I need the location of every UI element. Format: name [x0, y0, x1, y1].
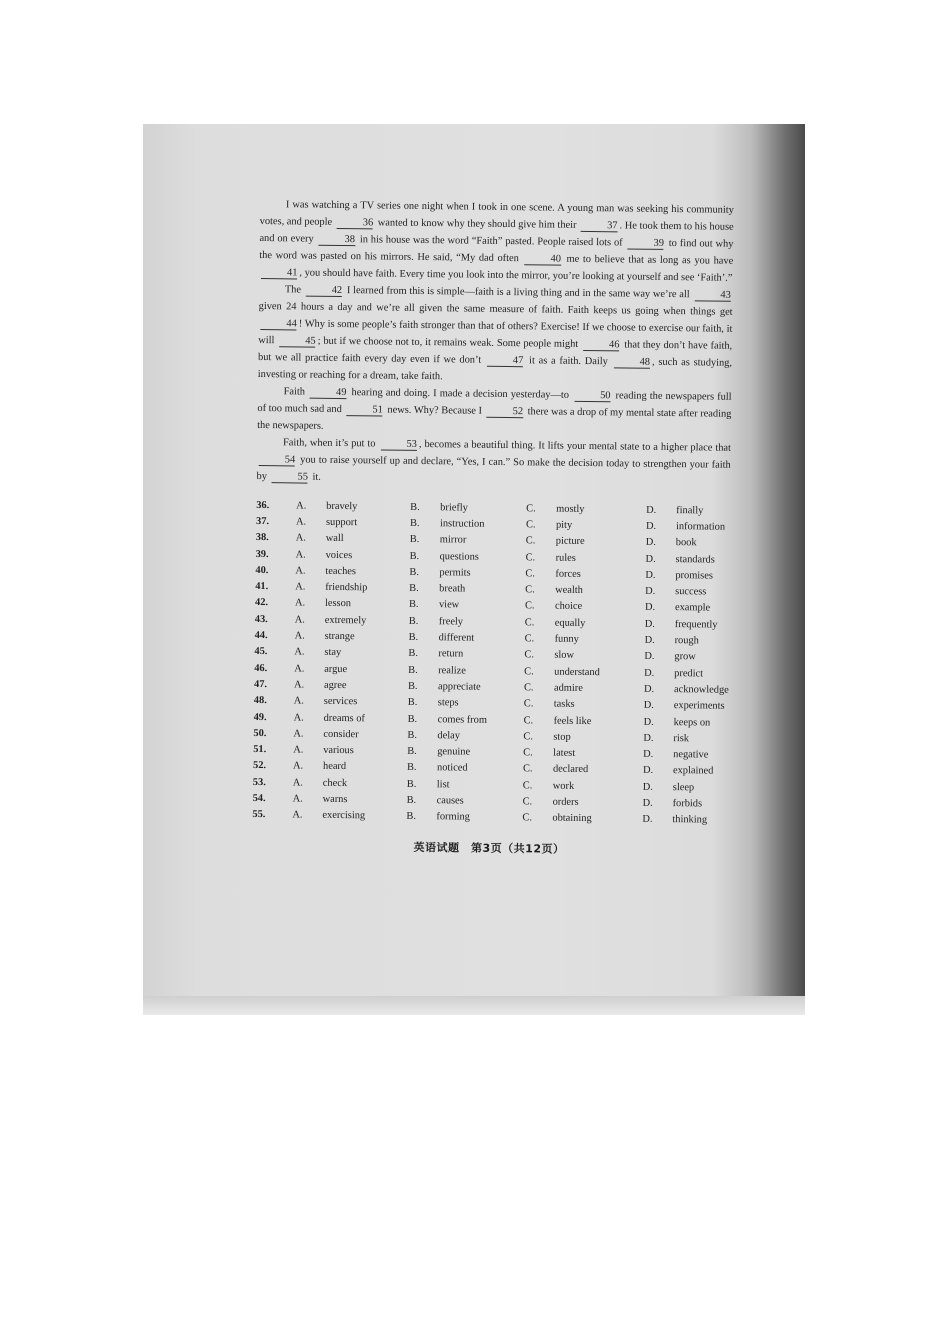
- option-a: support: [325, 516, 358, 529]
- option-letter: A.: [294, 630, 305, 642]
- option-c: understand: [554, 666, 600, 678]
- option-a: check: [322, 777, 348, 789]
- option-a: lesson: [324, 598, 352, 610]
- blank-number: 45: [279, 335, 316, 347]
- option-letter: C.: [523, 731, 534, 743]
- question-number: 50.: [253, 727, 267, 739]
- passage-text: , becomes a beautiful thing. It lifts your mental state to a higher place that: [418, 438, 732, 454]
- passage-text: Faith: [283, 386, 309, 398]
- option-letter: A.: [292, 809, 303, 821]
- option-b: noticed: [436, 762, 468, 774]
- option-a: services: [323, 696, 358, 708]
- option-b: causes: [436, 795, 464, 807]
- option-d: example: [674, 602, 711, 614]
- option-letter: C.: [523, 698, 534, 710]
- option-letter: D.: [645, 536, 656, 549]
- option-c: work: [552, 780, 575, 792]
- option-letter: B.: [409, 517, 420, 529]
- option-b: briefly: [440, 501, 468, 514]
- option-letter: D.: [643, 732, 654, 744]
- option-letter: B.: [407, 680, 418, 692]
- question-number: 55.: [252, 809, 266, 821]
- option-letter: A.: [294, 663, 305, 675]
- blank-number: 48: [614, 356, 651, 368]
- option-letter: A.: [294, 646, 305, 658]
- passage-text: Faith, when it’s put to: [282, 437, 379, 450]
- blank-number: 46: [583, 339, 620, 351]
- option-letter: A.: [292, 777, 304, 789]
- option-letter: A.: [293, 744, 304, 756]
- option-c: declared: [552, 764, 589, 776]
- option-c: picture: [555, 535, 585, 548]
- option-letter: B.: [407, 729, 418, 741]
- option-d: predict: [674, 667, 704, 680]
- option-letter: D.: [644, 618, 655, 630]
- blank-number: 41: [261, 267, 298, 279]
- option-d: promises: [675, 569, 713, 582]
- option-letter: D.: [644, 651, 655, 663]
- option-d: thinking: [672, 814, 708, 826]
- page-footer: 英语试题 第3页（共12页）: [413, 840, 565, 856]
- passage-text: , such as studying, investing or reaching for a dream, take faith.: [257, 356, 733, 383]
- passage-text: I was watching a TV series one night when I took in one scene. A young man was seeking his community votes, and people: [259, 199, 734, 228]
- blank-number: 50: [574, 390, 611, 402]
- option-letter: D.: [643, 683, 655, 695]
- passage-text: that they don’t have faith, but we all practice faith every day even if we don’t: [257, 339, 733, 366]
- option-b: view: [438, 599, 460, 611]
- question-number: 47.: [253, 678, 268, 691]
- option-d: acknowledge: [673, 684, 729, 696]
- option-d: frequently: [674, 618, 718, 631]
- blank-number: 47: [487, 355, 524, 367]
- option-letter: A.: [294, 597, 306, 610]
- passage-text: The: [284, 284, 304, 296]
- option-d: negative: [673, 749, 709, 761]
- option-letter: D.: [645, 569, 656, 581]
- passage-paragraph: [257, 383, 732, 440]
- option-letter: A.: [293, 695, 305, 707]
- cloze-passage: [256, 196, 733, 491]
- passage-text: in his house was the word “Faith” pasted. People raised lots of: [356, 234, 626, 249]
- option-letter: C.: [522, 812, 533, 824]
- question-number: 54.: [252, 792, 266, 805]
- option-a: voices: [325, 549, 353, 561]
- option-letter: B.: [408, 631, 419, 643]
- option-letter: C.: [525, 551, 536, 563]
- option-d: information: [675, 521, 726, 533]
- option-letter: C.: [524, 600, 535, 612]
- option-letter: C.: [522, 796, 533, 808]
- option-d: standards: [675, 553, 715, 566]
- option-letter: D.: [645, 553, 656, 565]
- option-letter: A.: [295, 581, 306, 593]
- passage-text: ! Why is some people’s faith stronger than that of others? Exercise! If we choose to exercise our faith, it will: [258, 318, 733, 347]
- option-letter: D.: [645, 585, 656, 597]
- option-b: appreciate: [437, 681, 481, 693]
- blank-number: 40: [524, 253, 561, 265]
- option-c: equally: [554, 617, 586, 629]
- option-letter: A.: [295, 565, 306, 577]
- blank-number: 39: [627, 237, 664, 249]
- option-letter: C.: [522, 763, 533, 775]
- option-letter: A.: [293, 728, 304, 740]
- question-number: 37.: [255, 515, 270, 528]
- option-a: teaches: [325, 565, 357, 578]
- option-d: risk: [673, 732, 690, 745]
- passage-text: news. Why? Because I: [384, 404, 485, 417]
- option-letter: C.: [524, 665, 534, 678]
- option-letter: B.: [406, 778, 417, 790]
- passage-text: wanted to know why they should give him their: [375, 217, 580, 231]
- passage-text: hearing and doing. I made a decision yesterday—to: [348, 387, 573, 401]
- option-c: funny: [554, 633, 579, 645]
- option-c: slow: [554, 649, 575, 662]
- passage-text: given 24 hours a day and we’re all given the same measure of faith. Faith keeps us going when things get: [258, 300, 733, 318]
- passage-text: to find out why the word was pasted on his mirrors. He said, “My dad often: [259, 237, 734, 265]
- option-b: instruction: [439, 518, 485, 530]
- option-letter: D.: [644, 634, 655, 646]
- option-d: experiments: [673, 700, 725, 712]
- option-a: friendship: [325, 581, 368, 594]
- option-b: breath: [439, 583, 466, 595]
- option-d: sleep: [672, 781, 695, 794]
- option-letter: D.: [642, 814, 653, 826]
- option-letter: D.: [642, 797, 653, 809]
- question-number: 48.: [253, 695, 267, 707]
- option-a: extremely: [324, 614, 367, 627]
- option-d: explained: [672, 765, 714, 777]
- option-c: latest: [553, 747, 576, 760]
- passage-text: . He took them to his house and on every: [259, 220, 734, 245]
- option-b: realize: [438, 664, 466, 677]
- option-letter: B.: [408, 615, 419, 627]
- option-letter: C.: [525, 584, 535, 596]
- option-b: questions: [439, 550, 479, 563]
- option-letter: B.: [408, 648, 419, 660]
- passage-text: , you should have faith. Every time you look into the mirror, you’re looking at yourself and see ‘Faith’.”: [299, 267, 733, 284]
- option-b: freely: [438, 615, 464, 628]
- passage-text: me to believe that as long as you have: [562, 253, 734, 267]
- option-letter: D.: [643, 748, 654, 760]
- option-d: grow: [674, 651, 696, 663]
- option-letter: D.: [642, 765, 654, 777]
- option-b: comes from: [437, 713, 488, 726]
- option-letter: B.: [406, 794, 417, 806]
- option-letter: C.: [523, 747, 533, 759]
- option-b: return: [438, 648, 464, 660]
- page-content: [252, 196, 734, 860]
- option-letter: A.: [295, 516, 307, 528]
- option-a: various: [323, 744, 354, 757]
- option-letter: B.: [409, 534, 420, 546]
- option-letter: B.: [408, 599, 419, 611]
- option-a: bravely: [326, 500, 358, 512]
- blank-number: 54: [259, 454, 296, 466]
- blank-number: 49: [310, 387, 347, 399]
- option-a: warns: [322, 793, 348, 806]
- question-number: 51.: [253, 744, 267, 756]
- option-letter: D.: [643, 699, 654, 712]
- option-a: stay: [324, 647, 342, 659]
- option-letter: A.: [295, 549, 306, 561]
- options-table: [252, 497, 746, 829]
- option-letter: C.: [526, 502, 536, 515]
- passage-text: I learned from this is simple—faith is a living thing and in the same way we’re all: [344, 285, 693, 301]
- blank-number: 52: [487, 406, 524, 418]
- option-c: tasks: [553, 698, 575, 711]
- passage-text: ; but if we choose not to, it remains weak. Some people might: [317, 335, 582, 350]
- option-a: consider: [323, 728, 359, 741]
- option-letter: A.: [292, 793, 303, 805]
- blank-number: 42: [306, 285, 343, 297]
- question-number: 53.: [252, 776, 266, 788]
- option-letter: C.: [525, 535, 536, 547]
- option-letter: B.: [407, 697, 418, 709]
- option-d: keeps on: [673, 716, 711, 729]
- blank-number: 55: [271, 471, 308, 483]
- question-number: 52.: [252, 760, 267, 772]
- passage-paragraph: [256, 434, 731, 491]
- option-letter: A.: [292, 760, 304, 772]
- option-b: steps: [437, 697, 459, 709]
- option-c: wealth: [555, 584, 583, 597]
- option-a: strange: [324, 630, 355, 643]
- option-letter: D.: [642, 781, 653, 793]
- option-b: delay: [437, 730, 461, 742]
- option-c: rules: [555, 552, 576, 564]
- option-b: forming: [436, 811, 470, 823]
- blank-number: 38: [319, 234, 356, 246]
- scanned-page: [143, 124, 805, 1015]
- passage-paragraph: [258, 281, 733, 389]
- blank-number: 36: [337, 217, 374, 229]
- option-a: heard: [322, 761, 347, 773]
- option-letter: B.: [406, 811, 417, 823]
- option-a: dreams of: [323, 712, 365, 724]
- question-number: 38.: [255, 532, 269, 544]
- option-d: success: [675, 586, 707, 598]
- option-d: rough: [674, 635, 699, 647]
- question-number: 44.: [254, 629, 268, 642]
- question-number: 43.: [254, 613, 268, 625]
- option-letter: A.: [293, 679, 305, 691]
- option-d: forbids: [672, 798, 703, 810]
- option-a: agree: [323, 679, 347, 692]
- option-letter: A.: [293, 711, 304, 724]
- option-c: mostly: [556, 503, 585, 515]
- option-c: admire: [553, 682, 583, 694]
- page-bottom-edge: [143, 996, 805, 1015]
- blank-number: 44: [260, 318, 297, 330]
- option-d: book: [675, 537, 697, 549]
- option-b: permits: [439, 567, 471, 579]
- option-b: mirror: [439, 534, 467, 546]
- passage-text: there was a drop of my mental state after reading the newspapers.: [257, 406, 732, 432]
- option-letter: C.: [524, 617, 535, 629]
- option-c: pity: [555, 519, 573, 531]
- option-a: exercising: [322, 810, 366, 822]
- option-c: stop: [553, 731, 571, 743]
- passage-text: reading the newspapers full of too much sad and: [257, 390, 732, 416]
- passage-text: you to raise yourself up and declare, “Yes, I can.” So make the decision today to strengthen your faith by: [256, 454, 731, 483]
- option-letter: D.: [645, 520, 657, 532]
- question-number: 42.: [254, 597, 269, 609]
- option-letter: D.: [644, 602, 656, 614]
- passage-paragraph: [259, 196, 734, 287]
- option-letter: B.: [406, 762, 417, 774]
- question-number: 36.: [256, 499, 270, 511]
- option-letter: B.: [409, 550, 420, 562]
- passage-text: it as a faith. Daily: [525, 355, 612, 368]
- option-c: orders: [552, 796, 579, 808]
- blank-number: 37: [581, 220, 618, 232]
- option-c: feels like: [553, 715, 592, 727]
- option-letter: D.: [643, 716, 654, 728]
- blank-number: 43: [694, 289, 731, 301]
- question-number: 45.: [254, 646, 268, 658]
- blank-number: 51: [346, 404, 383, 416]
- option-letter: B.: [408, 664, 418, 676]
- option-letter: B.: [409, 582, 419, 595]
- option-letter: B.: [409, 566, 420, 578]
- blank-number: 53: [380, 438, 417, 450]
- option-c: choice: [554, 601, 583, 613]
- option-b: genuine: [437, 746, 471, 758]
- option-letter: C.: [524, 633, 535, 645]
- option-letter: C.: [525, 519, 536, 531]
- option-b: list: [436, 778, 450, 791]
- option-letter: B.: [410, 501, 420, 513]
- option-letter: A.: [294, 614, 306, 626]
- question-number: 41.: [255, 581, 269, 593]
- option-c: obtaining: [552, 812, 592, 825]
- question-number: 49.: [253, 711, 267, 723]
- option-letter: A.: [296, 500, 307, 512]
- option-letter: C.: [524, 649, 535, 661]
- option-letter: C.: [522, 779, 533, 792]
- option-b: different: [438, 632, 475, 644]
- option-letter: C.: [523, 714, 534, 726]
- question-number: 46.: [254, 662, 268, 674]
- option-letter: C.: [523, 682, 534, 694]
- option-d: finally: [676, 504, 704, 517]
- passage-text: it.: [309, 471, 322, 483]
- option-letter: C.: [525, 568, 536, 580]
- option-letter: A.: [295, 532, 306, 544]
- question-number: 40.: [255, 564, 269, 576]
- option-a: argue: [324, 663, 348, 675]
- option-a: wall: [325, 533, 344, 545]
- option-c: forces: [555, 568, 581, 580]
- option-letter: B.: [407, 713, 418, 725]
- option-letter: B.: [407, 745, 417, 758]
- question-number: 39.: [255, 548, 269, 560]
- option-letter: D.: [644, 667, 655, 679]
- option-letter: D.: [646, 504, 657, 516]
